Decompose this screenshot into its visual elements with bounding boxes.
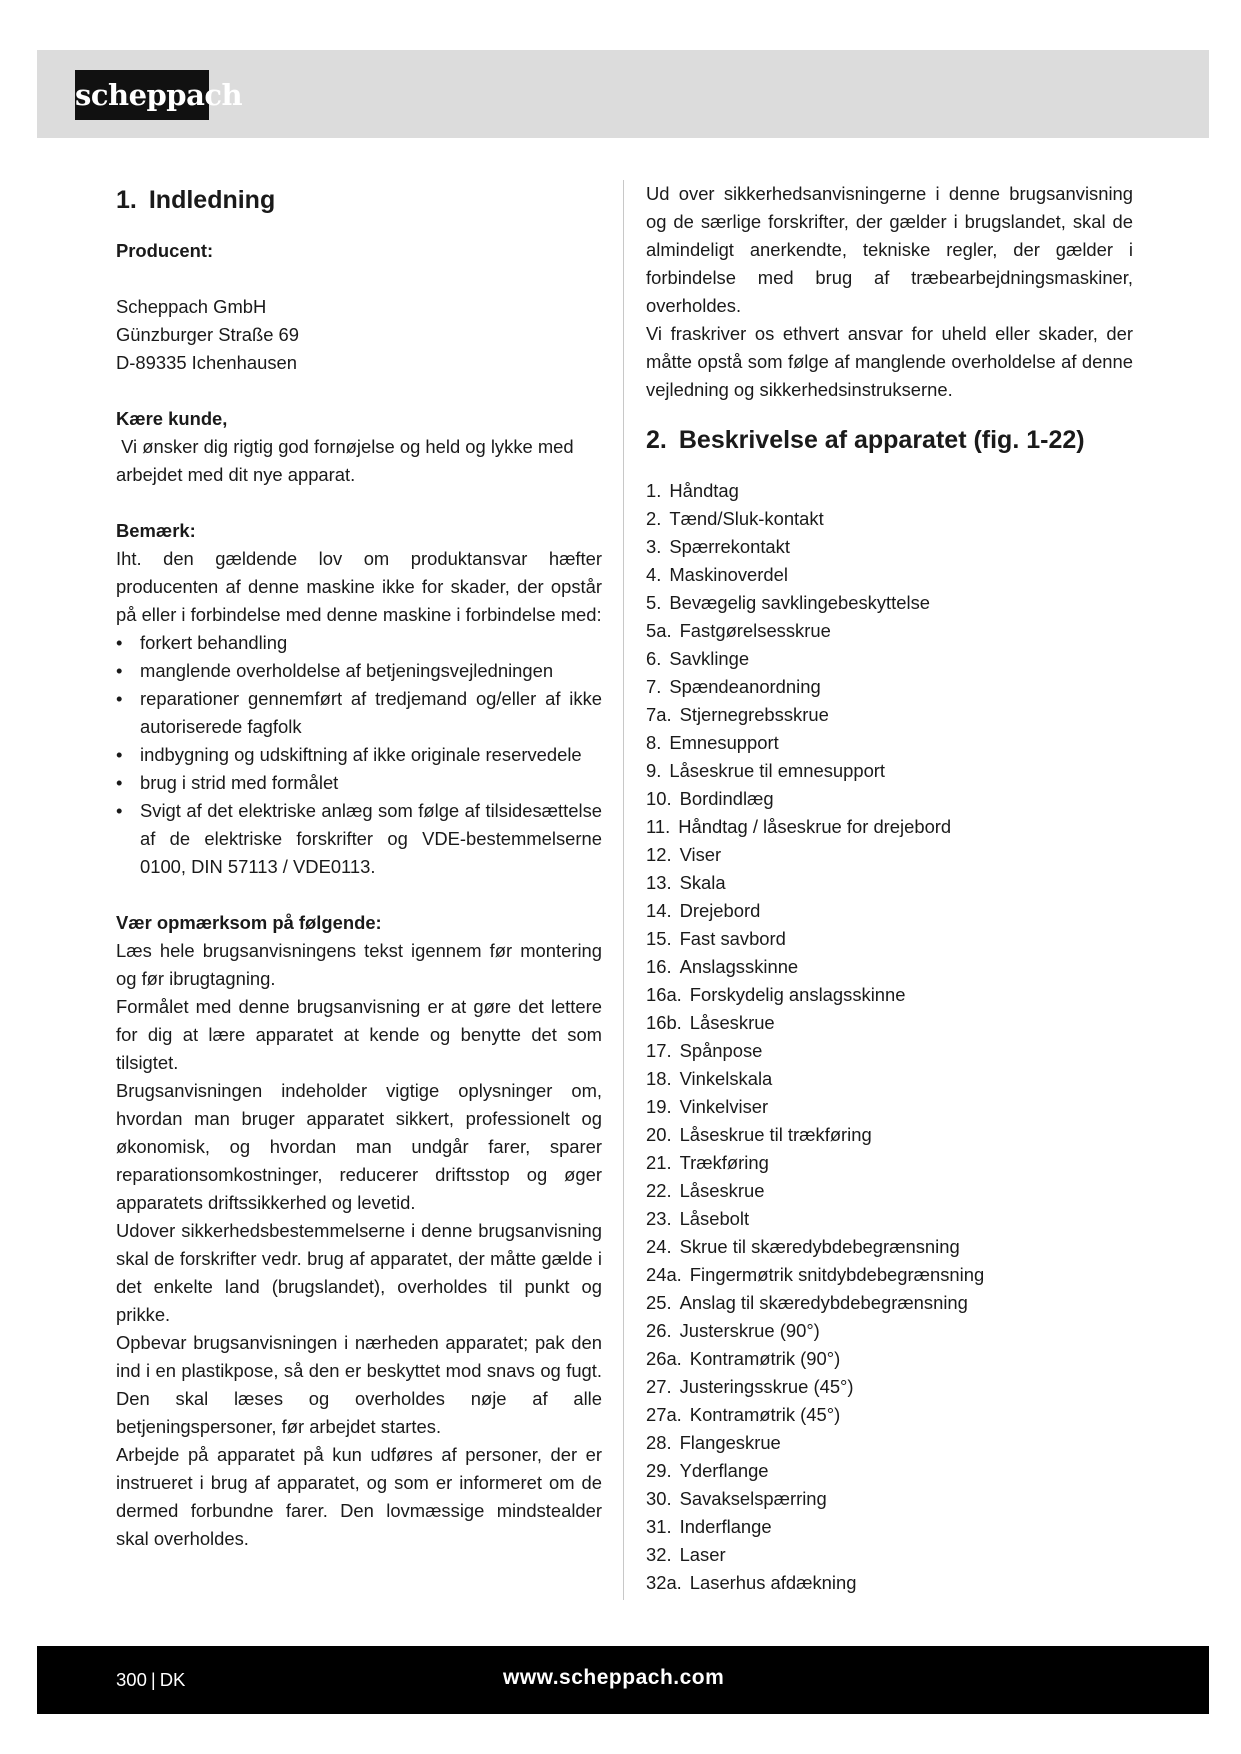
list-item: • indbygning og udskiftning af ikke originale reservedele	[116, 741, 602, 769]
part-label: Låseskrue til trækføring	[679, 1124, 872, 1145]
part-label: Vinkelviser	[679, 1096, 769, 1117]
list-item: • manglende overholdelse af betjeningsvejledningen	[116, 657, 602, 685]
paragraph: Ud over sikkerhedsanvisningerne i denne brugsanvisning og de særlige forskrifter, der gælder i brugslandet, skal de almindeligt anerkendte, tekniske regler, der gælder i forbindelse med brug af træbearbejdningsmaskiner, overholdes.	[646, 183, 1133, 316]
part-number: 8.	[646, 732, 662, 753]
left-column	[116, 180, 602, 1553]
part-number: 16b.	[646, 1012, 682, 1033]
part-number: 16.	[646, 956, 672, 977]
list-item	[646, 1373, 1133, 1401]
part-label: Viser	[679, 844, 722, 865]
list-item	[646, 505, 1133, 533]
part-number: 29.	[646, 1460, 672, 1481]
attention-label: Vær opmærksom på følgende:	[116, 912, 382, 933]
part-number: 26.	[646, 1320, 672, 1341]
list-item	[646, 645, 1133, 673]
part-label: Justerskrue (90°)	[679, 1320, 820, 1341]
part-label: Flangeskrue	[679, 1432, 781, 1453]
list-item	[646, 701, 1133, 729]
list-item	[646, 869, 1133, 897]
part-label: Maskinoverdel	[669, 564, 788, 585]
note-label: Bemærk:	[116, 520, 196, 541]
part-number: 2.	[646, 508, 662, 529]
list-item	[646, 1093, 1133, 1121]
list-item	[646, 925, 1133, 953]
part-label: Fast savbord	[679, 928, 786, 949]
part-label: Skala	[679, 872, 726, 893]
part-number: 32a.	[646, 1572, 682, 1593]
part-label: Emnesupport	[669, 732, 779, 753]
part-label: Kontramøtrik (90°)	[689, 1348, 841, 1369]
part-number: 5a.	[646, 620, 672, 641]
part-number: 24.	[646, 1236, 672, 1257]
column-divider	[623, 180, 624, 1600]
page-separator: |	[150, 1669, 156, 1690]
part-label: Kontramøtrik (45°)	[689, 1404, 841, 1425]
part-label: Spånpose	[679, 1040, 763, 1061]
website-link[interactable]: www.scheppach.com	[503, 1666, 725, 1689]
part-number: 1.	[646, 480, 662, 501]
part-label: Justeringsskrue (45°)	[679, 1376, 854, 1397]
paragraph: Brugsanvisningen indeholder vigtige oplysninger om, hvordan man bruger apparatet sikkert, professionelt og økonomisk, og hvordan man undgår farer, sparer reparationsomkostninger, reducerer driftsstop og øger apparatets driftssikkerhed og levetid.	[116, 1080, 602, 1213]
part-number: 25.	[646, 1292, 672, 1313]
page-header	[37, 50, 1209, 138]
part-label: Låseskrue	[679, 1180, 765, 1201]
list-item	[646, 673, 1133, 701]
list-item	[646, 1513, 1133, 1541]
section-title-text: Indledning	[148, 186, 276, 214]
part-number: 12.	[646, 844, 672, 865]
note-text: Iht. den gældende lov om produktansvar hæfter producenten af denne maskine ikke for skader, der opstår på eller i forbindelse med denne maskine i forbindelse med:	[116, 548, 602, 625]
list-item	[646, 589, 1133, 617]
part-label: Savklinge	[669, 648, 750, 669]
part-label: Spærrekontakt	[669, 536, 790, 557]
list-item	[646, 1429, 1133, 1457]
list-item	[646, 1569, 1133, 1597]
part-number: 14.	[646, 900, 672, 921]
part-number: 23.	[646, 1208, 672, 1229]
paragraph: Vi fraskriver os ethvert ansvar for uheld eller skader, der måtte opstå som følge af manglende overholdelse af denne vejledning og sikkerhedsinstrukserne.	[646, 323, 1133, 400]
section-title-description	[646, 420, 1133, 460]
part-number: 16a.	[646, 984, 682, 1005]
dear-customer-text: Vi ønsker dig rigtig god fornøjelse og held og lykke med arbejdet med dit nye apparat.	[116, 436, 579, 485]
part-number: 27a.	[646, 1404, 682, 1425]
part-label: Fastgørelsesskrue	[679, 620, 831, 641]
part-label: Inderflange	[679, 1516, 772, 1537]
list-item	[646, 1345, 1133, 1373]
part-number: 4.	[646, 564, 662, 585]
brand-logo: scheppach	[75, 70, 209, 120]
list-item	[646, 785, 1133, 813]
list-item	[646, 1065, 1133, 1093]
part-number: 24a.	[646, 1264, 682, 1285]
list-item	[646, 729, 1133, 757]
part-number: 15.	[646, 928, 672, 949]
part-label: Vinkelskala	[679, 1068, 773, 1089]
part-number: 27.	[646, 1376, 672, 1397]
part-label: Låseskrue	[689, 1012, 775, 1033]
list-item	[646, 1401, 1133, 1429]
part-label: Låseskrue til emnesupport	[669, 760, 886, 781]
part-label: Trækføring	[679, 1152, 769, 1173]
part-number: 28.	[646, 1432, 672, 1453]
part-number: 18.	[646, 1068, 672, 1089]
list-item	[646, 1037, 1133, 1065]
address-line: Günzburger Straße 69	[116, 324, 299, 345]
part-number: 11.	[646, 816, 671, 837]
list-item	[646, 813, 1133, 841]
part-number: 9.	[646, 760, 662, 781]
list-item	[646, 1121, 1133, 1149]
paragraph: Formålet med denne brugsanvisning er at gøre det lettere for dig at lære apparatet at kende og benytte det som tilsigtet.	[116, 996, 602, 1073]
list-item	[646, 1009, 1133, 1037]
part-label: Skrue til skæredybdebegrænsning	[679, 1236, 960, 1257]
list-item	[646, 1457, 1133, 1485]
list-item	[646, 1233, 1133, 1261]
list-item	[646, 1485, 1133, 1513]
address-line: D-89335 Ichenhausen	[116, 352, 297, 373]
list-item	[646, 1317, 1133, 1345]
part-label: Forskydelig anslagsskinne	[689, 984, 906, 1005]
part-number: 21.	[646, 1152, 672, 1173]
part-label: Bevægelig savklingebeskyttelse	[669, 592, 931, 613]
section-number: 1.	[116, 186, 137, 214]
part-label: Låsebolt	[679, 1208, 750, 1229]
producer-label: Producent:	[116, 240, 214, 261]
dear-customer-label: Kære kunde,	[116, 408, 228, 429]
part-number: 20.	[646, 1124, 672, 1145]
part-label: Spændeanordning	[669, 676, 821, 697]
part-label: Yderflange	[679, 1460, 769, 1481]
paragraph: Opbevar brugsanvisningen i nærheden apparatet; pak den ind i en plastikpose, så den er beskyttet mod snavs og fugt. Den skal læses og overholdes nøje af alle betjeningspersoner, før arbejdet startes.	[116, 1332, 602, 1437]
address-line: Scheppach GmbH	[116, 296, 267, 317]
part-label: Laser	[679, 1544, 726, 1565]
section-title-introduction	[116, 180, 602, 220]
part-label: Håndtag	[669, 480, 739, 501]
part-label: Tænd/Sluk-kontakt	[669, 508, 824, 529]
list-item	[646, 757, 1133, 785]
list-item	[646, 1149, 1133, 1177]
list-item	[646, 1541, 1133, 1569]
page-number-info	[116, 1668, 185, 1692]
list-item	[646, 897, 1133, 925]
list-item: • Svigt af det elektriske anlæg som følge af tilsidesættelse af de elektriske forskrifter og VDE-bestemmelserne 0100, DIN 57113 / VDE0113.	[116, 797, 602, 881]
part-number: 7.	[646, 676, 662, 697]
part-label: Drejebord	[679, 900, 761, 921]
parts-list	[646, 477, 1133, 1597]
right-column	[646, 180, 1133, 1597]
list-item	[646, 953, 1133, 981]
list-item	[646, 561, 1133, 589]
part-label: Laserhus afdækning	[689, 1572, 857, 1593]
paragraph: Læs hele brugsanvisningens tekst igennem før montering og før ibrugtagning.	[116, 940, 602, 989]
list-item	[646, 617, 1133, 645]
part-label: Bordindlæg	[679, 788, 774, 809]
paragraph: Udover sikkerhedsbestemmelserne i denne brugsanvisning skal de forskrifter vedr. brug af apparatet, der måtte gælde i det enkelte land (brugslandet), overholdes til punkt og prikke.	[116, 1220, 602, 1325]
part-label: Anslagsskinne	[679, 956, 799, 977]
part-number: 3.	[646, 536, 662, 557]
list-item: • brug i strid med formålet	[116, 769, 602, 797]
part-label: Anslag til skæredybdebegrænsning	[679, 1292, 968, 1313]
part-number: 7a.	[646, 704, 672, 725]
list-item	[646, 981, 1133, 1009]
part-number: 22.	[646, 1180, 672, 1201]
part-number: 5.	[646, 592, 662, 613]
part-label: Håndtag / låseskrue for drejebord	[678, 816, 952, 837]
list-item	[646, 1177, 1133, 1205]
list-item: • reparationer gennemført af tredjemand og/eller af ikke autoriserede fagfolk	[116, 685, 602, 741]
liability-bullet-list	[116, 629, 602, 881]
list-item	[646, 477, 1133, 505]
part-number: 30.	[646, 1488, 672, 1509]
part-number: 32.	[646, 1544, 672, 1565]
part-label: Savakselspærring	[679, 1488, 827, 1509]
part-number: 26a.	[646, 1348, 682, 1369]
list-item	[646, 533, 1133, 561]
section-title-text: Beskrivelse af apparatet (fig. 1-22)	[678, 426, 1085, 454]
part-label: Fingermøtrik snitdybdebegrænsning	[689, 1264, 985, 1285]
part-number: 19.	[646, 1096, 672, 1117]
list-item	[646, 1289, 1133, 1317]
part-label: Stjernegrebsskrue	[679, 704, 829, 725]
part-number: 6.	[646, 648, 662, 669]
list-item	[646, 1205, 1133, 1233]
part-number: 17.	[646, 1040, 672, 1061]
paragraph: Arbejde på apparatet på kun udføres af personer, der er instrueret i brug af apparatet, og som er informeret om de dermed forbundne farer. Den lovmæssige mindstealder skal overholdes.	[116, 1444, 602, 1549]
list-item	[646, 841, 1133, 869]
page-number: 300	[116, 1669, 147, 1690]
part-number: 10.	[646, 788, 672, 809]
list-item: • forkert behandling	[116, 629, 602, 657]
part-number: 31.	[646, 1516, 672, 1537]
section-number: 2.	[646, 426, 667, 454]
language-code: DK	[159, 1669, 186, 1690]
list-item	[646, 1261, 1133, 1289]
page-footer	[37, 1646, 1209, 1714]
part-number: 13.	[646, 872, 672, 893]
